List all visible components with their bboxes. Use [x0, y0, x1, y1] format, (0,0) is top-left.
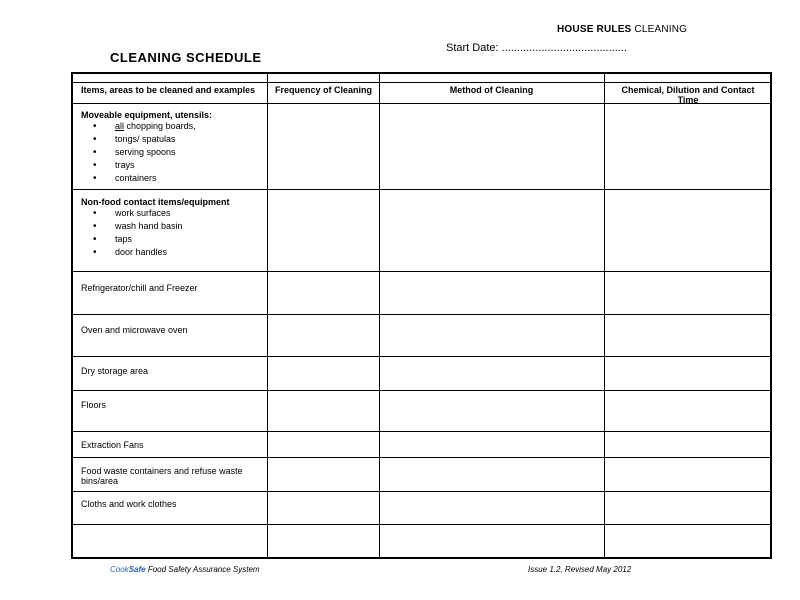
cleaning-schedule-table — [71, 72, 772, 559]
start-date-value: ......................................... — [501, 42, 627, 54]
start-date-label: Start Date: — [446, 42, 499, 54]
list-item-text: door handles — [115, 247, 168, 257]
bullet-icon: • — [93, 234, 97, 245]
column-divider — [379, 74, 380, 557]
page-header-right — [557, 24, 687, 35]
bullet-icon: • — [93, 121, 97, 132]
list-item — [81, 159, 267, 172]
bullet-icon: • — [93, 173, 97, 184]
column-header-frequency: Frequency of Cleaning — [275, 85, 373, 95]
row-divider — [73, 491, 770, 492]
page-title: CLEANING SCHEDULE — [110, 50, 262, 65]
list-item — [81, 207, 267, 220]
table-row-label: Extraction Fans — [81, 440, 144, 450]
list-item-text: taps — [115, 234, 133, 244]
bullet-icon: • — [93, 160, 97, 171]
list-item-text: wash hand basin — [115, 221, 183, 231]
brand-prefix: Cook — [110, 565, 129, 574]
column-header-chemical: Chemical, Dilution and Contact Time — [621, 85, 755, 105]
row-divider — [73, 524, 770, 525]
row-heading: Non-food contact items/equipment — [81, 197, 230, 207]
column-divider — [604, 74, 605, 557]
row-divider — [73, 431, 770, 432]
column-divider — [267, 74, 268, 557]
table-row — [81, 197, 267, 259]
list-item-text: containers — [115, 173, 157, 183]
list-item-text: chopping boards, — [126, 121, 196, 131]
footer-issue: Issue 1.2, Revised May 2012 — [528, 565, 632, 574]
table-row-label: Cloths and work clothes — [81, 499, 177, 509]
bullet-icon: • — [93, 208, 97, 219]
list-item-text: tongs/ spatulas — [115, 134, 176, 144]
bullet-icon: • — [93, 247, 97, 258]
table-row-label: Refrigerator/chill and Freezer — [81, 283, 198, 293]
row-divider — [73, 457, 770, 458]
table-row-label: Dry storage area — [81, 366, 149, 376]
row-divider — [73, 356, 770, 357]
list-item — [81, 172, 267, 185]
house-rules-label: HOUSE RULES — [557, 24, 632, 35]
brand-suffix: Safe — [128, 565, 146, 574]
list-item — [81, 133, 267, 146]
list-item — [81, 246, 267, 259]
section-label: CLEANING — [634, 24, 688, 35]
start-date — [446, 42, 627, 54]
list-item — [81, 233, 267, 246]
bullet-icon: • — [93, 134, 97, 145]
list-item-text: work surfaces — [115, 208, 171, 218]
list-item — [81, 120, 267, 133]
list-item-text: trays — [115, 160, 135, 170]
system-name: Food Safety Assurance System — [147, 565, 260, 574]
row-divider — [73, 390, 770, 391]
column-header-items: Items, areas to be cleaned and examples — [81, 85, 256, 95]
bullet-icon: • — [93, 221, 97, 232]
column-header-method: Method of Cleaning — [449, 85, 534, 95]
row-heading: Moveable equipment, utensils: — [81, 110, 213, 120]
row-divider — [73, 271, 770, 272]
list-item-text: serving spoons — [115, 147, 176, 157]
row-divider — [73, 189, 770, 190]
item-list — [81, 207, 267, 259]
table-row — [81, 110, 267, 185]
header-top-rule — [73, 82, 770, 83]
table-row-label: Oven and microwave oven — [81, 325, 188, 335]
item-list — [81, 120, 267, 185]
list-item — [81, 146, 267, 159]
footer-brand — [110, 565, 260, 574]
list-item-emphasis: all — [115, 121, 125, 131]
bullet-icon: • — [93, 147, 97, 158]
row-divider — [73, 314, 770, 315]
table-row-label: Floors — [81, 400, 107, 410]
table-row-label: Food waste containers and refuse waste bins/area — [81, 466, 243, 486]
list-item — [81, 220, 267, 233]
